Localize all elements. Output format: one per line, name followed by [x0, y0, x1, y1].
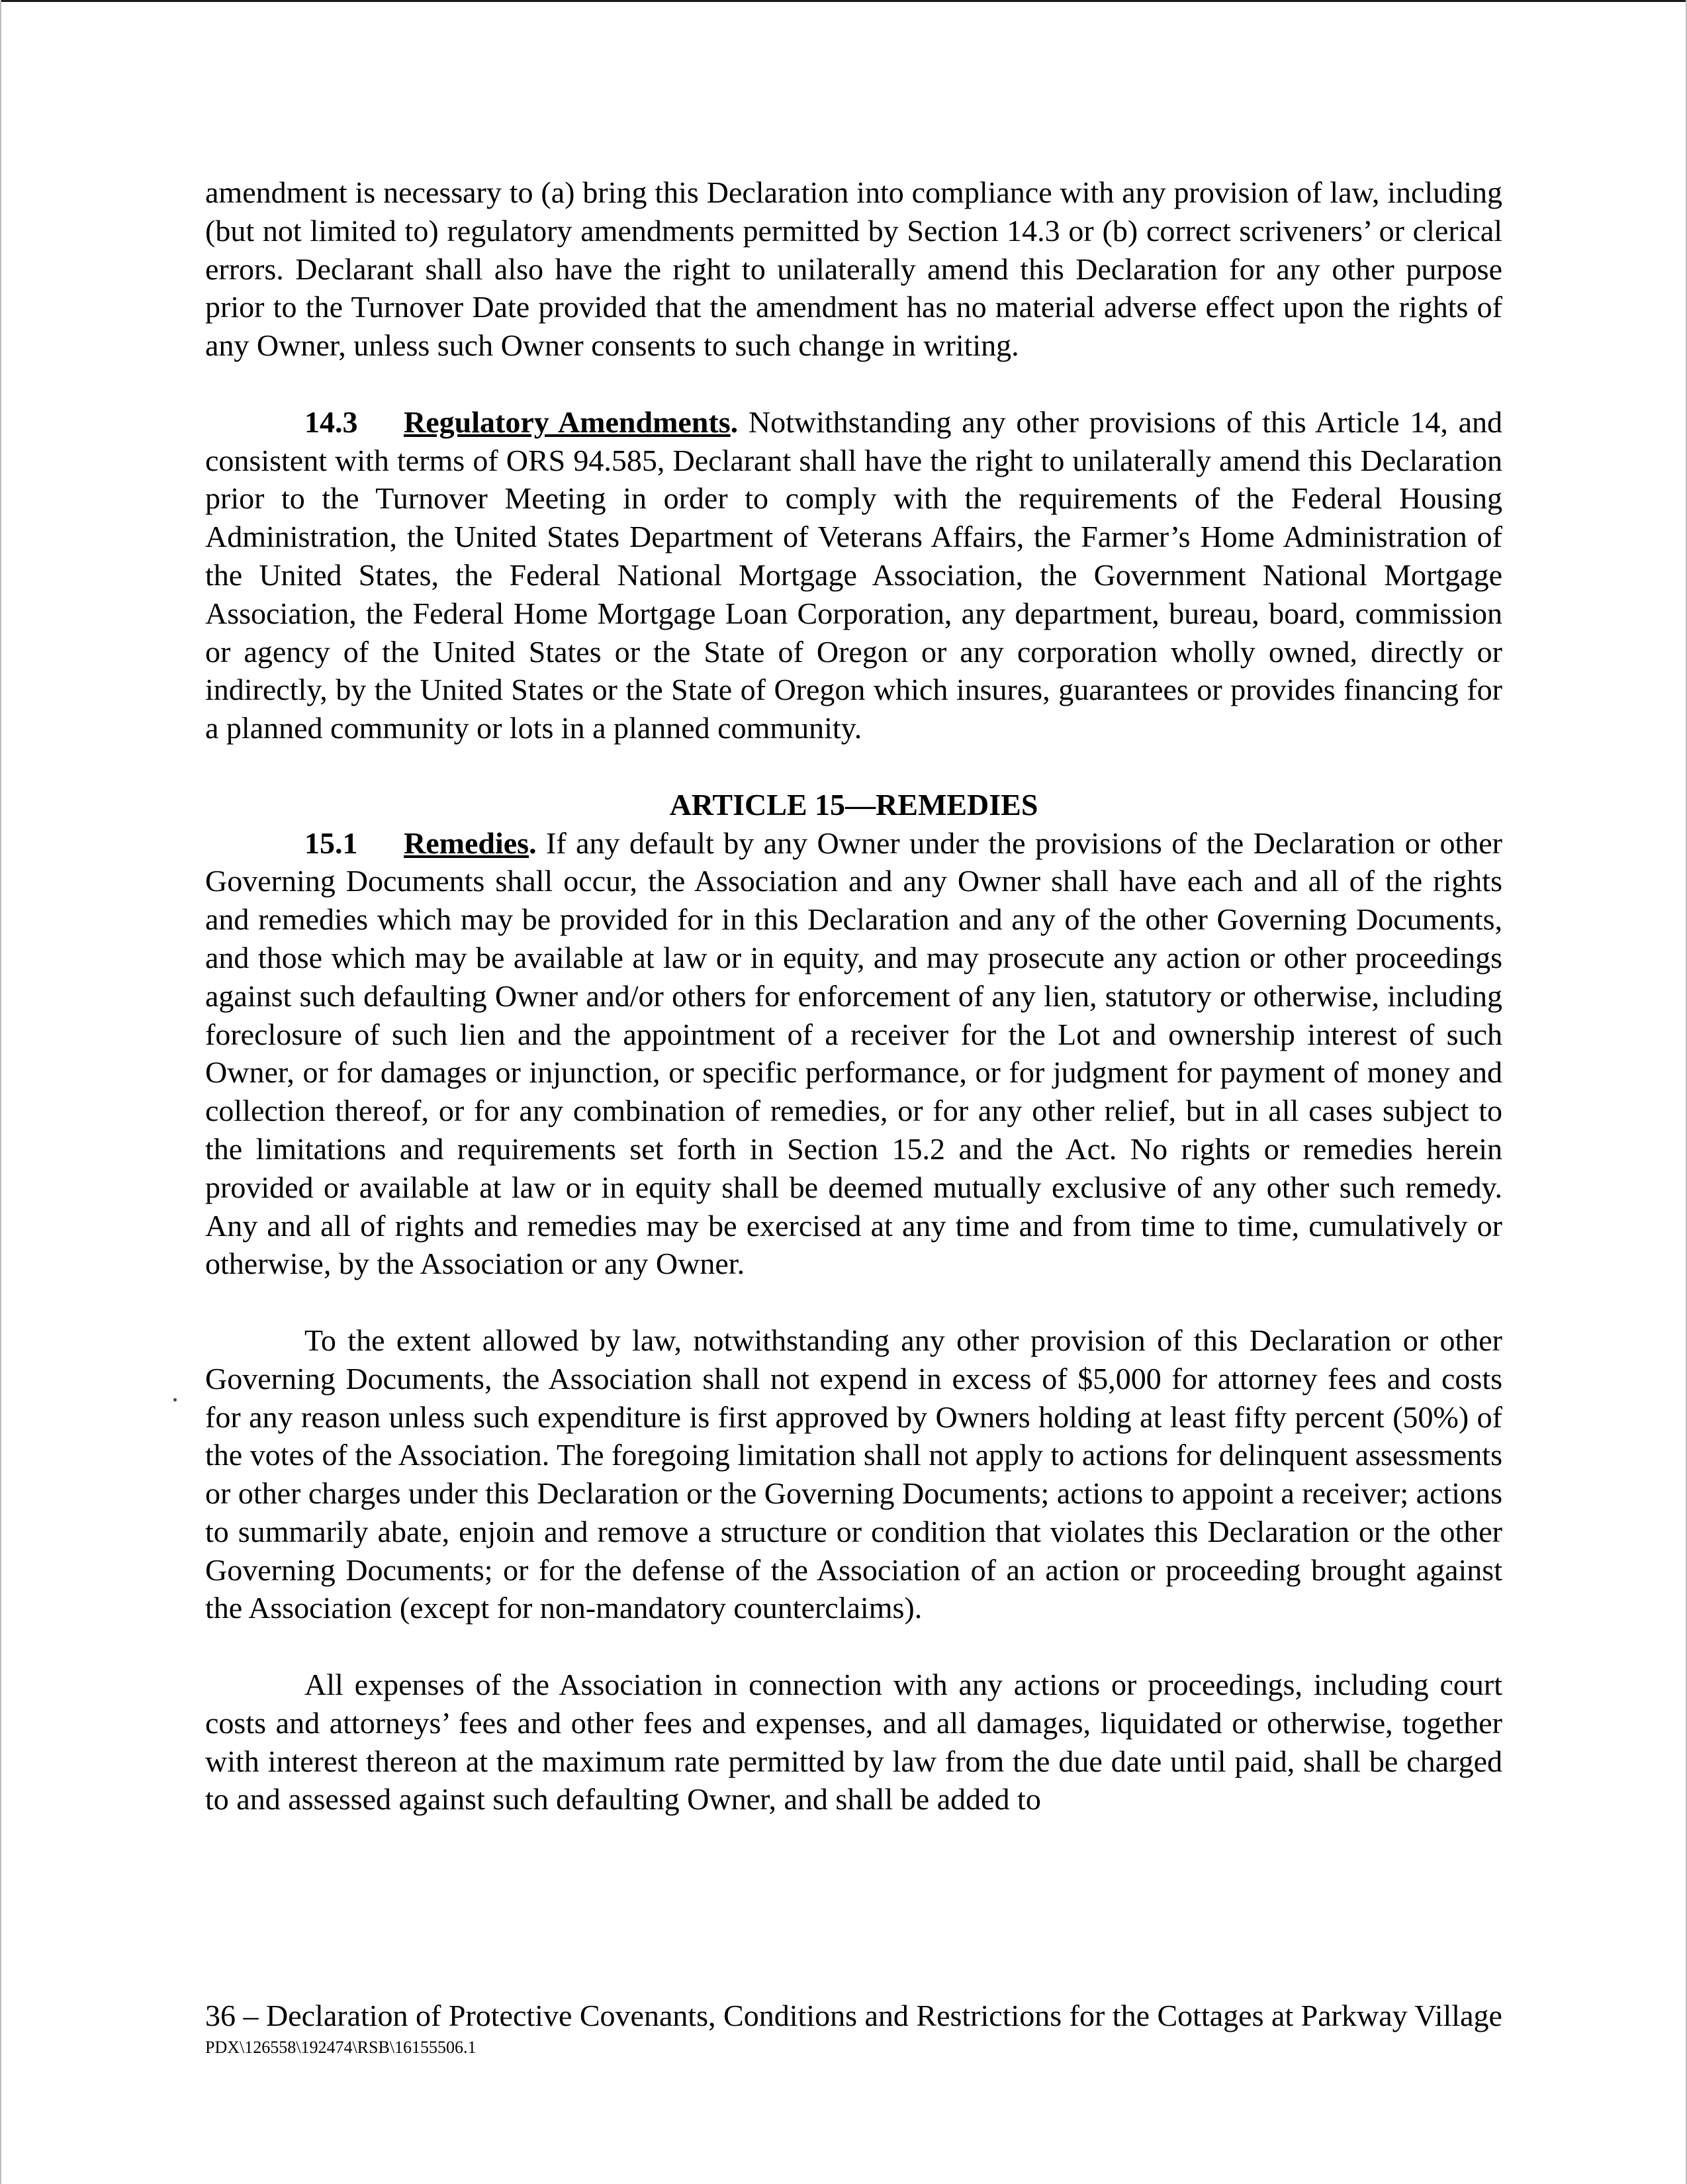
section-title-period: .	[529, 826, 537, 860]
section-text: If any default by any Owner under the provisions of the Declaration or other Governing Documents shall occur, the Association and any Owner shall have each and all of the rights and remedies which may be provided for in this Declaration and any of the other Governing Documents, and those which may be available at law or in equity, and may prosecute any action or other proceedings against such defaulting Owner and/or others for enforcement of any lien, statutory or otherwise, including foreclosure of such lien and the appointment of a receiver for the Lot and ownership interest of such Owner, or for damages or injunction, or specific performance, or for judgment for payment of money and collection thereof, or for any combination of remedies, or for any other relief, but in all cases subject to the limitations and requirements set forth in Section 15.2 and the Act. No rights or remedies herein provided or available at law or in equity shall be deemed mutually exclusive of any other such remedy. Any and all of rights and remedies may be exercised at any time and from time to time, cumulatively or otherwise, by the Association or any Owner.	[205, 826, 1502, 1281]
section-14-3-paragraph	[205, 403, 1502, 747]
scan-top-border	[0, 0, 1687, 2]
document-body	[205, 173, 1502, 1819]
scan-left-edge	[0, 0, 1, 2184]
scan-margin-speck	[173, 1398, 177, 1401]
section-title: Regulatory Amendments	[404, 404, 731, 439]
section-15-1-paragraph	[205, 824, 1502, 1284]
footer-title: 36 – Declaration of Protective Covenants, Conditions and Restrictions for the Cottages at Parkway Village	[205, 1999, 1502, 2032]
section-text: Notwithstanding any other provisions of this Article 14, and consistent with terms of ORS 94.585, Declarant shall have the right to unilaterally amend this Declaration prior to the Turnover Meeting in order to comply with the requirements of the Federal Housing Administration, the United States Department of Veterans Affairs, the Farmer’s Home Administration of the United States, the Federal National Mortgage Association, the Government National Mortgage Association, the Federal Home Mortgage Loan Corporation, any department, bureau, board, commission or agency of the United States or the State of Oregon or any corporation wholly owned, directly or indirectly, by the United States or the State of Oregon which insures, guarantees or provides financing for a planned community or lots in a planned community.	[205, 404, 1502, 745]
section-number: 15.1	[304, 826, 358, 860]
section-number: 14.3	[304, 404, 358, 439]
expenses-paragraph: All expenses of the Association in connection with any actions or proceedings, including court costs and attorneys’ fees and other fees and expenses, and all damages, liquidated or otherwise, together with interest thereon at the maximum rate permitted by law from the due date until paid, shall be charged to and assessed against such defaulting Owner, and shall be added to	[205, 1668, 1502, 1817]
section-title: Remedies	[404, 826, 529, 860]
footer-document-id: PDX\126558\192474\RSB\16155506.1	[205, 2038, 477, 2057]
continued-paragraph: amendment is necessary to (a) bring this Declaration into compliance with any provision of law, including (but not limited to) regulatory amendments permitted by Section 14.3 or (b) correct scriveners’ or clerical errors. Declarant shall also have the right to unilaterally amend this Declaration for any other purpose prior to the Turnover Date provided that the amendment has no material adverse effect upon the rights of any Owner, unless such Owner consents to such change in writing.	[205, 175, 1502, 363]
article-heading: ARTICLE 15—REMEDIES	[669, 787, 1038, 822]
section-title-period: .	[730, 404, 739, 439]
page-footer	[205, 1998, 1502, 2058]
attorney-fees-paragraph: To the extent allowed by law, notwithstanding any other provision of this Declaration or other Governing Documents, the Association shall not expend in excess of $5,000 for attorney fees and costs for any reason unless such expenditure is first approved by Owners holding at least fifty percent (50%) of the votes of the Association. The foregoing limitation shall not apply to actions for delinquent assessments or other charges under this Declaration or the Governing Documents; actions to appoint a receiver; actions to summarily abate, enjoin and remove a structure or condition that violates this Declaration or the other Governing Documents; or for the defense of the Association of an action or proceeding brought against the Association (except for non-mandatory counterclaims).	[205, 1323, 1502, 1625]
